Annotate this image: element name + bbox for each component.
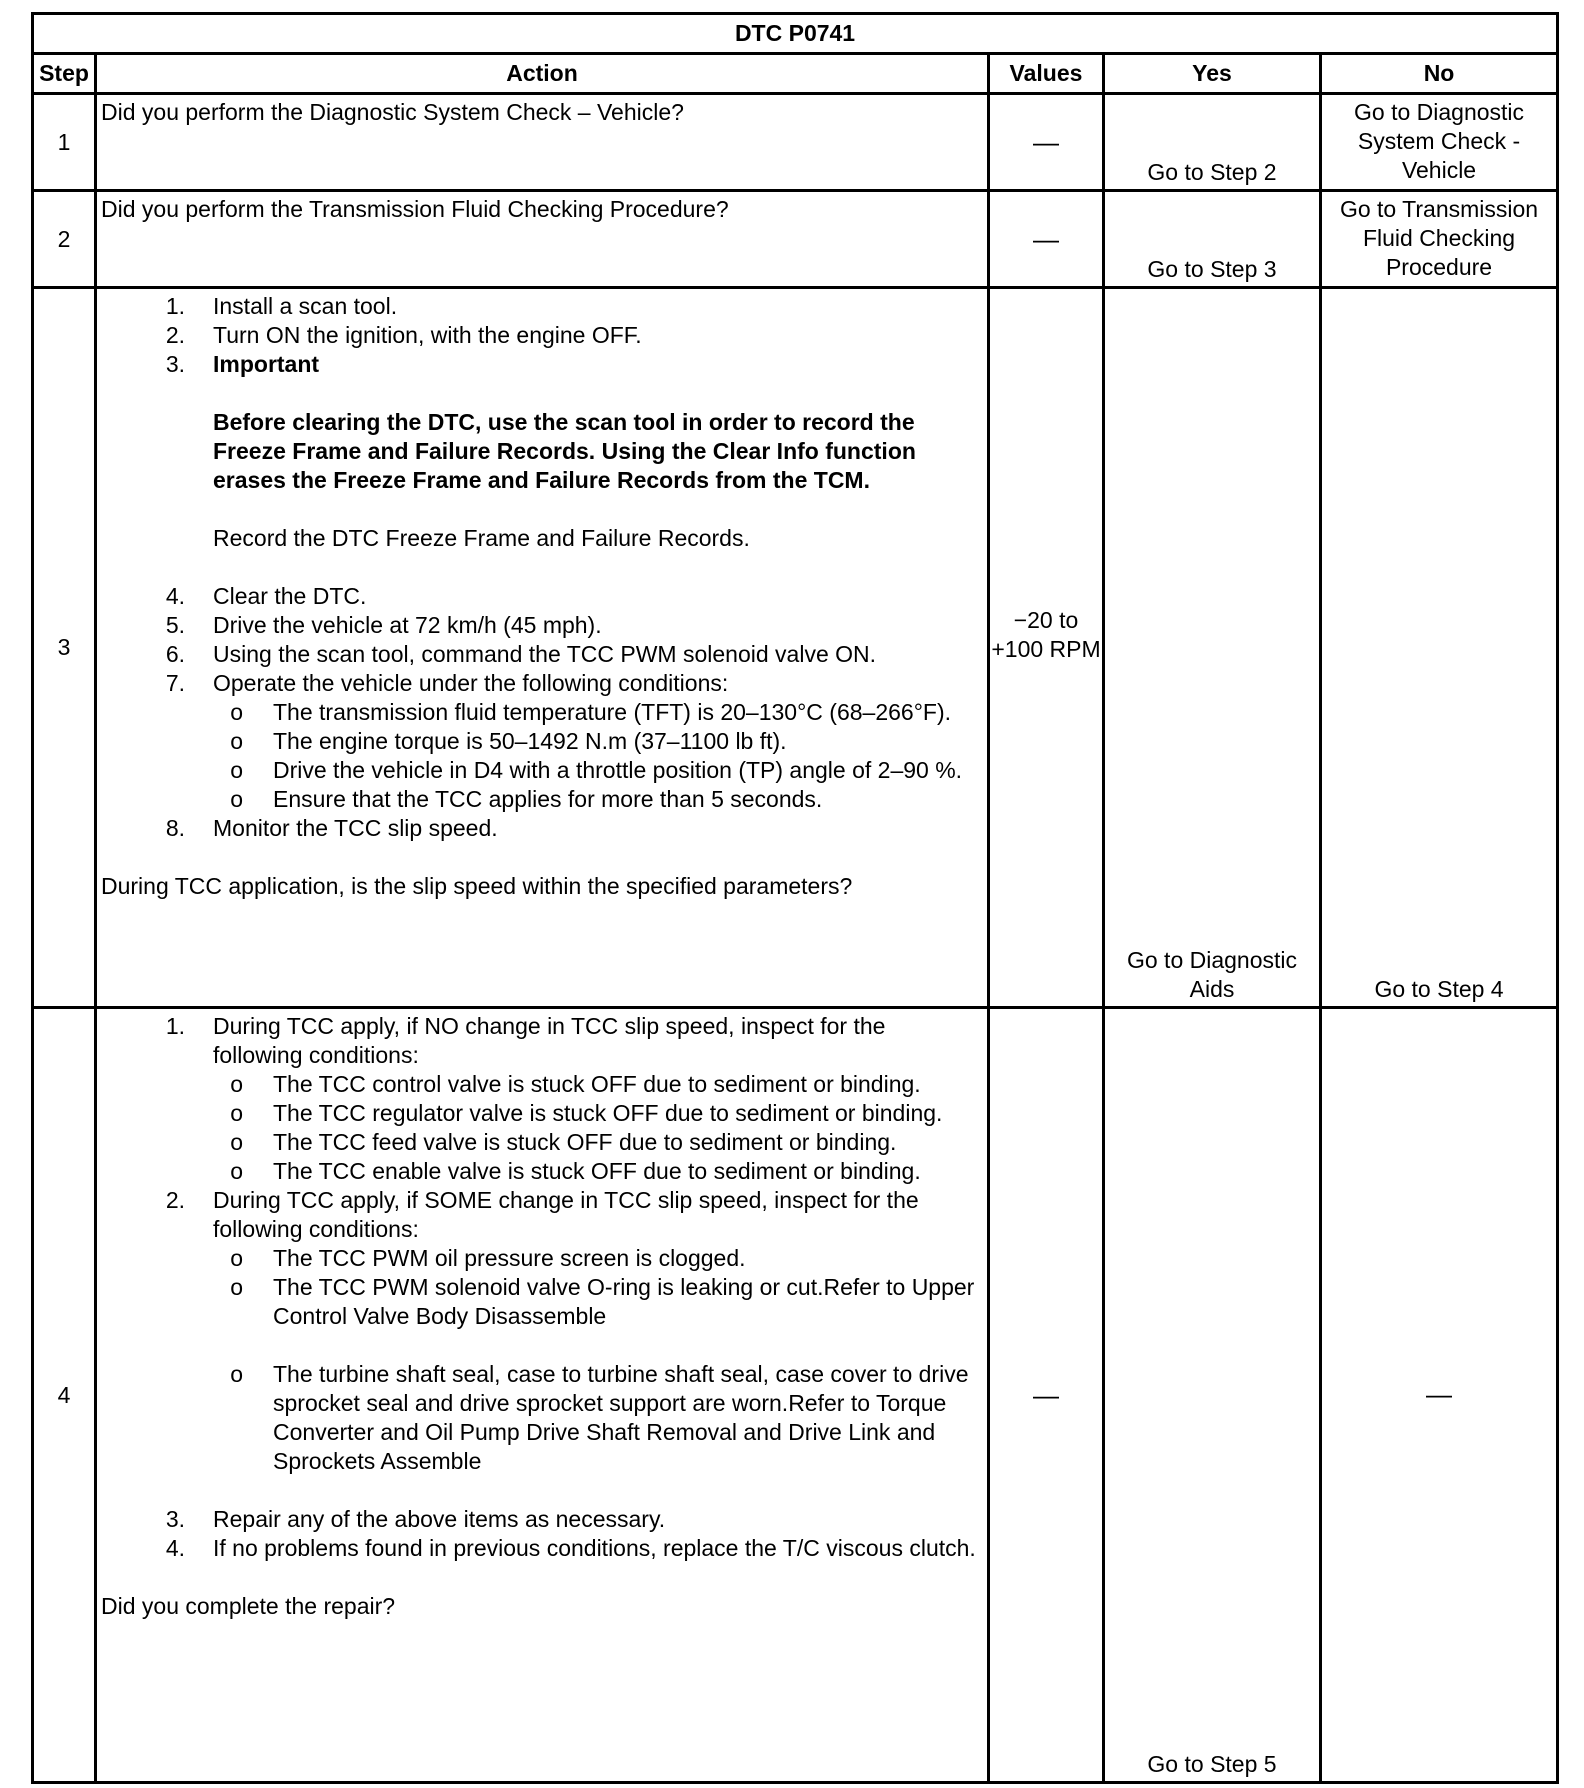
sub-list-item: o The TCC enable valve is stuck OFF due to sediment or binding. (230, 1158, 921, 1184)
list-item: 3. Important (101, 350, 981, 379)
step-number: 3 (33, 288, 96, 1008)
sub-list-item: o The engine torque is 50–1492 N.m (37–1100 lb ft). (230, 728, 787, 754)
important-note: Before clearing the DTC, use the scan tool in order to record the Freeze Frame and Failure Records. Using the Clear Info function erases the Freeze Frame and Failure Records from the TCM. (213, 409, 916, 493)
header-no: No (1321, 54, 1558, 94)
sub-list-item: o The TCC PWM solenoid valve O-ring is leaking or cut.Refer to Upper Control Valve Body Disassemble (230, 1274, 975, 1329)
action-cell (96, 94, 989, 191)
table-row (33, 94, 1558, 191)
value-cell: — (989, 1008, 1104, 1783)
no-link[interactable]: Go to Diagnostic System Check - Vehicle (1321, 94, 1558, 191)
list-item: 5. Drive the vehicle at 72 km/h (45 mph). (165, 612, 602, 638)
yes-link[interactable]: Go to Step 3 (1104, 191, 1321, 288)
list-item: 4. If no problems found in previous conditions, replace the T/C viscous clutch. (165, 1535, 976, 1561)
sub-list-item: o The transmission fluid temperature (TFT) is 20–130°C (68–266°F). (230, 699, 951, 725)
header-yes: Yes (1104, 54, 1321, 94)
table-title: DTC P0741 (33, 14, 1558, 54)
value-cell: — (989, 191, 1104, 288)
table-row (33, 1008, 1558, 1783)
list-item: 1. Install a scan tool. (165, 293, 398, 319)
step-number: 4 (33, 1008, 96, 1783)
yes-link[interactable]: Go to Diagnostic Aids (1104, 288, 1321, 1008)
important-heading: Important (213, 351, 320, 377)
table-row (33, 288, 1558, 1008)
record-note: Record the DTC Freeze Frame and Failure Records. (213, 525, 750, 551)
question-text: Did you complete the repair? (101, 1593, 396, 1619)
question-text: Did you perform the Transmission Fluid Checking Procedure? (101, 196, 729, 222)
list-item: 1. During TCC apply, if NO change in TCC slip speed, inspect for the following conditions: (165, 1013, 886, 1068)
action-cell (96, 1008, 989, 1783)
no-link[interactable]: Go to Transmission Fluid Checking Procedure (1321, 191, 1558, 288)
list-item: 4. Clear the DTC. (165, 583, 367, 609)
value-cell: −20 to +100 RPM (989, 288, 1104, 1008)
no-link[interactable]: Go to Step 4 (1321, 288, 1558, 1008)
list-item: 6. Using the scan tool, command the TCC PWM solenoid valve ON. (165, 641, 877, 667)
list-item: 2. Turn ON the ignition, with the engine OFF. (165, 322, 642, 348)
sub-list-item: o The TCC regulator valve is stuck OFF due to sediment or binding. (230, 1100, 943, 1126)
yes-link[interactable]: Go to Step 5 (1104, 1008, 1321, 1783)
header-action: Action (96, 54, 989, 94)
sub-list-item: o The TCC feed valve is stuck OFF due to sediment or binding. (230, 1129, 897, 1155)
sub-list-item: o The TCC PWM oil pressure screen is clogged. (230, 1245, 746, 1271)
sub-list-item: o Drive the vehicle in D4 with a throttle position (TP) angle of 2–90 %. (230, 757, 963, 783)
header-values: Values (989, 54, 1104, 94)
dtc-table (31, 12, 1559, 1784)
list-item: 8. Monitor the TCC slip speed. (165, 815, 498, 841)
list-item: 3. Repair any of the above items as necessary. (165, 1506, 666, 1532)
action-cell (96, 288, 989, 1008)
value-cell: — (989, 94, 1104, 191)
sub-list-item: o The turbine shaft seal, case to turbine shaft seal, case cover to drive sprocket seal and drive sprocket support are worn.Refer to Torque Converter and Oil Pump Drive Shaft Removal and Drive Link and Sprockets Assemble (230, 1361, 969, 1474)
table-row (33, 191, 1558, 288)
question-text: During TCC application, is the slip speed within the specified parameters? (101, 873, 853, 899)
yes-link[interactable]: Go to Step 2 (1104, 94, 1321, 191)
no-cell: — (1321, 1008, 1558, 1783)
action-cell (96, 191, 989, 288)
list-item: 7. Operate the vehicle under the following conditions: (165, 670, 729, 696)
question-text: Did you perform the Diagnostic System Check – Vehicle? (101, 99, 684, 125)
sub-list-item: o The TCC control valve is stuck OFF due to sediment or binding. (230, 1071, 921, 1097)
sub-list-item: o Ensure that the TCC applies for more than 5 seconds. (230, 786, 823, 812)
step-number: 1 (33, 94, 96, 191)
header-step: Step (33, 54, 96, 94)
list-item: 2. During TCC apply, if SOME change in TCC slip speed, inspect for the following conditions: (165, 1187, 919, 1242)
step-number: 2 (33, 191, 96, 288)
